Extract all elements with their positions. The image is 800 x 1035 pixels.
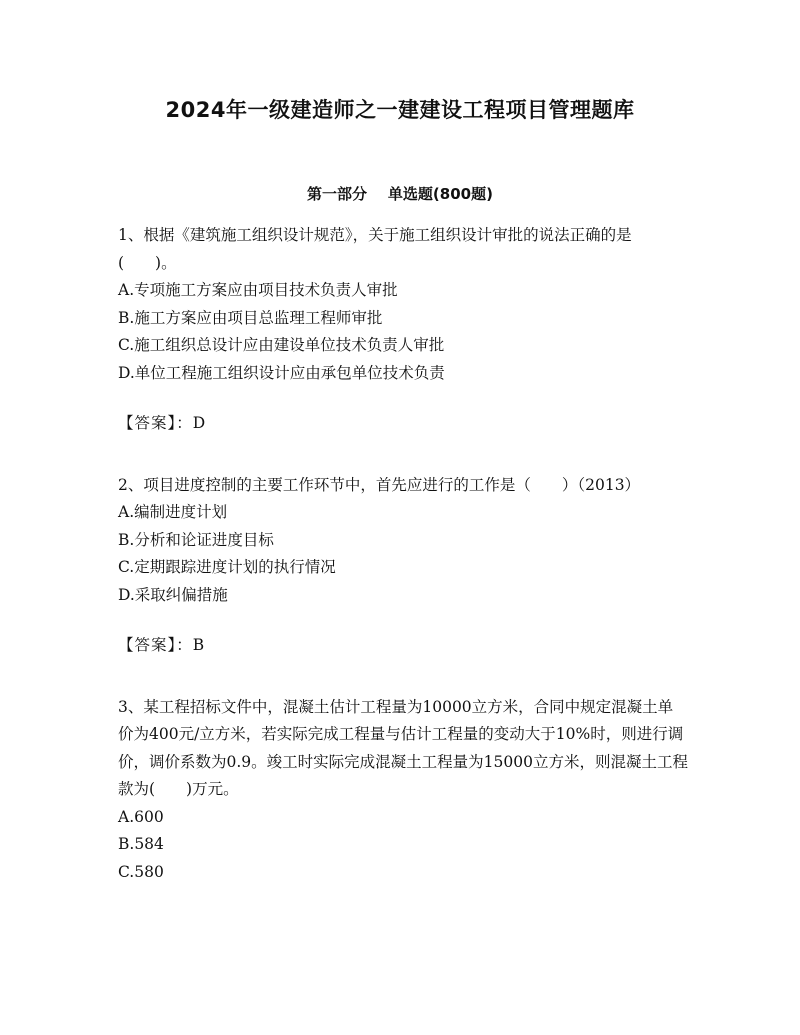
option-a: A.600	[118, 807, 164, 826]
question-stem: 2、项目进度控制的主要工作环节中，首先应进行的工作是（ ）（2013）	[118, 475, 641, 494]
answer-label: 【答案】：	[118, 636, 193, 654]
answer-line	[118, 410, 688, 438]
question-stem: 1、根据《建筑施工组织设计规范》，关于施工组织设计审批的说法正确的是( )。	[118, 226, 632, 272]
question-list	[118, 222, 688, 886]
option-c: C.施工组织总设计应由建设单位技术负责人审批	[118, 336, 445, 354]
option-c: C.定期跟踪进度计划的执行情况	[118, 558, 336, 576]
option-b: B.584	[118, 835, 164, 853]
question-1	[118, 222, 688, 438]
answer-value: D	[192, 414, 206, 432]
option-b: B.施工方案应由项目总监理工程师审批	[118, 308, 383, 327]
document-title: 2024年一级建造师之一建建设工程项目管理题库	[165, 98, 635, 122]
question-3	[118, 694, 688, 887]
section-title: 第一部分 单选题(800题)	[307, 185, 493, 203]
option-b: B.分析和论证进度目标	[118, 530, 274, 549]
question-2	[118, 472, 688, 660]
answer-line	[118, 632, 688, 660]
question-stem: 3、某工程招标文件中，混凝土估计工程量为10000立方米，合同中规定混凝土单价为400元/立方米，若实际完成工程量与估计工程量的变动大于10%时，则进行调价，调价系数为0.9。竣工时实际完成混凝土工程量为15000立方米，则混凝土工程款为( )万元。	[118, 697, 688, 798]
option-d: D.单位工程施工组织设计应由承包单位技术负责	[118, 363, 445, 382]
option-c: C.580	[118, 862, 164, 881]
option-a: A.编制进度计划	[118, 503, 228, 521]
answer-value: B	[192, 636, 205, 654]
option-d: D.采取纠偏措施	[118, 585, 228, 604]
answer-label: 【答案】：	[118, 414, 193, 432]
option-a: A.专项施工方案应由项目技术负责人审批	[118, 281, 398, 299]
